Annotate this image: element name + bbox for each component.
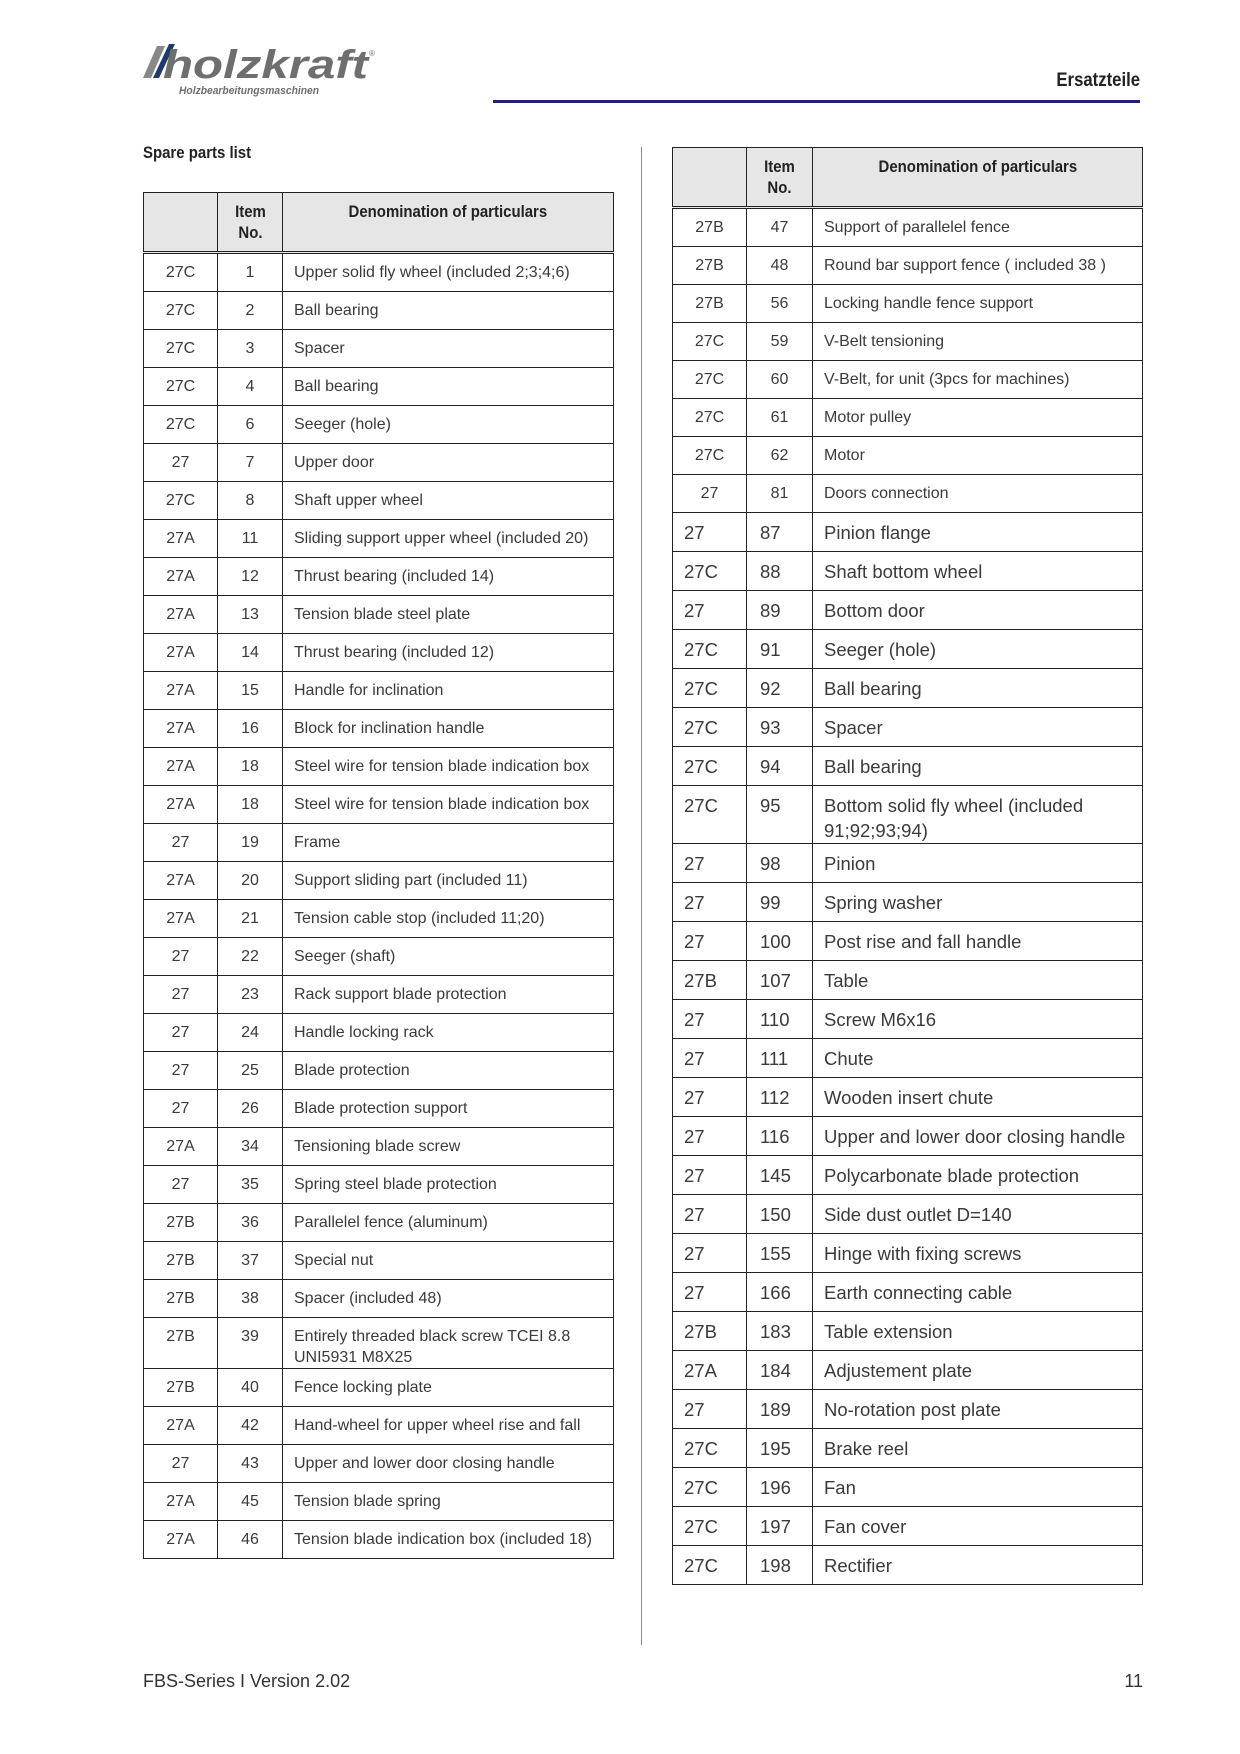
header-item-no: Item No. — [747, 148, 813, 208]
item-no-cell: 184 — [747, 1351, 813, 1390]
table-row — [673, 1468, 1143, 1507]
description-cell: Locking handle fence support — [813, 285, 1143, 323]
item-no-cell: 3 — [218, 330, 283, 368]
table-row — [144, 558, 614, 596]
description-cell: Motor pulley — [813, 399, 1143, 437]
item-no-cell: 20 — [218, 862, 283, 900]
group-cell: 27A — [144, 1521, 218, 1559]
item-no-cell: 21 — [218, 900, 283, 938]
table-row — [673, 922, 1143, 961]
group-cell: 27A — [144, 710, 218, 748]
description-cell: Table extension — [813, 1312, 1143, 1351]
table-row — [144, 1204, 614, 1242]
description-cell: V-Belt tensioning — [813, 323, 1143, 361]
table-header-row — [144, 193, 614, 253]
description-cell: Shaft upper wheel — [283, 482, 614, 520]
description-cell: Support of parallelel fence — [813, 208, 1143, 247]
item-no-cell: 198 — [747, 1546, 813, 1585]
group-cell: 27A — [144, 748, 218, 786]
group-cell: 27 — [673, 513, 747, 552]
item-no-cell: 12 — [218, 558, 283, 596]
item-no-cell: 195 — [747, 1429, 813, 1468]
group-cell: 27 — [673, 1078, 747, 1117]
description-cell: Blade protection support — [283, 1090, 614, 1128]
description-cell: Thrust bearing (included 14) — [283, 558, 614, 596]
group-cell: 27 — [673, 1156, 747, 1195]
group-cell: 27C — [144, 368, 218, 406]
table-row — [144, 1014, 614, 1052]
table-row — [144, 1445, 614, 1483]
item-no-cell: 88 — [747, 552, 813, 591]
description-cell: Rectifier — [813, 1546, 1143, 1585]
description-cell: Spring steel blade protection — [283, 1166, 614, 1204]
item-no-cell: 45 — [218, 1483, 283, 1521]
group-cell: 27A — [673, 1351, 747, 1390]
group-cell: 27 — [673, 922, 747, 961]
item-no-cell: 13 — [218, 596, 283, 634]
item-no-cell: 1 — [218, 253, 283, 292]
item-no-cell: 61 — [747, 399, 813, 437]
item-no-cell: 18 — [218, 786, 283, 824]
description-cell: Frame — [283, 824, 614, 862]
group-cell: 27 — [144, 976, 218, 1014]
item-no-cell: 6 — [218, 406, 283, 444]
svg-text:®: ® — [369, 49, 375, 58]
group-cell: 27 — [673, 844, 747, 883]
table-row — [673, 883, 1143, 922]
description-cell: Sliding support upper wheel (included 20) — [283, 520, 614, 558]
table-row — [144, 1166, 614, 1204]
description-cell: Upper and lower door closing handle — [813, 1117, 1143, 1156]
group-cell: 27A — [144, 1128, 218, 1166]
table-row — [673, 1195, 1143, 1234]
table-row — [144, 1521, 614, 1559]
table-row — [144, 786, 614, 824]
group-cell: 27 — [673, 1117, 747, 1156]
group-cell: 27A — [144, 672, 218, 710]
group-cell: 27 — [673, 1039, 747, 1078]
group-cell: 27 — [673, 591, 747, 630]
spare-parts-table-right — [672, 147, 1143, 1585]
item-no-cell: 92 — [747, 669, 813, 708]
group-cell: 27A — [144, 634, 218, 672]
group-cell: 27 — [144, 1014, 218, 1052]
description-cell: Polycarbonate blade protection — [813, 1156, 1143, 1195]
item-no-cell: 94 — [747, 747, 813, 786]
description-cell: Tensioning blade screw — [283, 1128, 614, 1166]
description-cell: Parallelel fence (aluminum) — [283, 1204, 614, 1242]
description-cell: Block for inclination handle — [283, 710, 614, 748]
description-cell: Screw M6x16 — [813, 1000, 1143, 1039]
item-no-cell: 100 — [747, 922, 813, 961]
group-cell: 27B — [144, 1369, 218, 1407]
group-cell: 27B — [673, 1312, 747, 1351]
table-row — [144, 406, 614, 444]
header-description: Denomination of particulars — [813, 148, 1143, 208]
description-cell: Bottom solid fly wheel (included 91;92;93;94) — [813, 786, 1143, 844]
group-cell: 27C — [673, 1546, 747, 1585]
table-row — [144, 368, 614, 406]
item-no-cell: 183 — [747, 1312, 813, 1351]
table-row — [673, 669, 1143, 708]
item-no-cell: 145 — [747, 1156, 813, 1195]
description-cell: Fan — [813, 1468, 1143, 1507]
group-cell: 27A — [144, 1407, 218, 1445]
group-cell: 27B — [144, 1280, 218, 1318]
item-no-cell: 14 — [218, 634, 283, 672]
table-row — [144, 330, 614, 368]
item-no-cell: 16 — [218, 710, 283, 748]
item-no-cell: 2 — [218, 292, 283, 330]
item-no-cell: 93 — [747, 708, 813, 747]
description-cell: Chute — [813, 1039, 1143, 1078]
item-no-cell: 59 — [747, 323, 813, 361]
group-cell: 27C — [673, 361, 747, 399]
description-cell: Brake reel — [813, 1429, 1143, 1468]
group-cell: 27 — [144, 1166, 218, 1204]
description-cell: Side dust outlet D=140 — [813, 1195, 1143, 1234]
table-row — [673, 630, 1143, 669]
item-no-cell: 91 — [747, 630, 813, 669]
table-row — [144, 900, 614, 938]
group-cell: 27B — [673, 285, 747, 323]
item-no-cell: 116 — [747, 1117, 813, 1156]
table-row — [144, 596, 614, 634]
item-no-cell: 47 — [747, 208, 813, 247]
table-row — [144, 862, 614, 900]
holzkraft-logo — [143, 44, 423, 106]
item-no-cell: 48 — [747, 247, 813, 285]
table-row — [673, 1351, 1143, 1390]
group-cell: 27 — [673, 1273, 747, 1312]
item-no-cell: 22 — [218, 938, 283, 976]
description-cell: Spring washer — [813, 883, 1143, 922]
description-cell: Fence locking plate — [283, 1369, 614, 1407]
item-no-cell: 196 — [747, 1468, 813, 1507]
item-no-cell: 24 — [218, 1014, 283, 1052]
description-cell: Tension blade spring — [283, 1483, 614, 1521]
item-no-cell: 155 — [747, 1234, 813, 1273]
item-no-cell: 89 — [747, 591, 813, 630]
group-cell: 27C — [673, 630, 747, 669]
item-no-cell: 166 — [747, 1273, 813, 1312]
item-no-cell: 11 — [218, 520, 283, 558]
group-cell: 27A — [144, 520, 218, 558]
group-cell: 27A — [144, 786, 218, 824]
table-row — [144, 1318, 614, 1369]
table-row — [144, 520, 614, 558]
item-no-cell: 43 — [218, 1445, 283, 1483]
table-row — [144, 1128, 614, 1166]
item-no-cell: 98 — [747, 844, 813, 883]
group-cell: 27 — [673, 1000, 747, 1039]
table-row — [144, 482, 614, 520]
group-cell: 27C — [144, 330, 218, 368]
group-cell: 27C — [673, 437, 747, 475]
description-cell: Spacer — [283, 330, 614, 368]
description-cell: Motor — [813, 437, 1143, 475]
item-no-cell: 40 — [218, 1369, 283, 1407]
table-header-row — [673, 148, 1143, 208]
group-cell: 27C — [144, 292, 218, 330]
description-cell: Pinion flange — [813, 513, 1143, 552]
table-row — [144, 672, 614, 710]
group-cell: 27A — [144, 1483, 218, 1521]
description-cell: Steel wire for tension blade indication box — [283, 786, 614, 824]
group-cell: 27B — [144, 1242, 218, 1280]
item-no-cell: 81 — [747, 475, 813, 513]
description-cell: Handle for inclination — [283, 672, 614, 710]
item-no-cell: 197 — [747, 1507, 813, 1546]
table-row — [144, 444, 614, 482]
item-no-cell: 37 — [218, 1242, 283, 1280]
group-cell: 27B — [144, 1318, 218, 1369]
description-cell: V-Belt, for unit (3pcs for machines) — [813, 361, 1143, 399]
group-cell: 27B — [144, 1204, 218, 1242]
description-cell: Seeger (hole) — [283, 406, 614, 444]
group-cell: 27A — [144, 862, 218, 900]
table-row — [673, 1390, 1143, 1429]
description-cell: Steel wire for tension blade indication box — [283, 748, 614, 786]
table-row — [673, 1117, 1143, 1156]
description-cell: Fan cover — [813, 1507, 1143, 1546]
description-cell: Post rise and fall handle — [813, 922, 1143, 961]
group-cell: 27C — [144, 253, 218, 292]
table-row — [673, 513, 1143, 552]
header-description: Denomination of particulars — [283, 193, 614, 253]
item-no-cell: 15 — [218, 672, 283, 710]
item-no-cell: 39 — [218, 1318, 283, 1369]
group-cell: 27 — [144, 1445, 218, 1483]
table-row — [673, 1312, 1143, 1351]
item-no-cell: 7 — [218, 444, 283, 482]
table-row — [673, 437, 1143, 475]
description-cell: Tension blade indication box (included 18) — [283, 1521, 614, 1559]
table-row — [673, 786, 1143, 844]
description-cell: Tension blade steel plate — [283, 596, 614, 634]
page-number: 11 — [1124, 1671, 1143, 1691]
description-cell: Thrust bearing (included 12) — [283, 634, 614, 672]
table-row — [144, 634, 614, 672]
table-row — [673, 1156, 1143, 1195]
description-cell: Adjustement plate — [813, 1351, 1143, 1390]
description-cell: Seeger (hole) — [813, 630, 1143, 669]
description-cell: Ball bearing — [283, 368, 614, 406]
header-group — [673, 148, 747, 208]
table-row — [144, 1483, 614, 1521]
description-cell: Wooden insert chute — [813, 1078, 1143, 1117]
table-row — [673, 208, 1143, 247]
table-row — [673, 399, 1143, 437]
description-cell: Earth connecting cable — [813, 1273, 1143, 1312]
description-cell: Upper and lower door closing handle — [283, 1445, 614, 1483]
description-cell: Spacer (included 48) — [283, 1280, 614, 1318]
description-cell: Entirely threaded black screw TCEI 8.8 UNI5931 M8X25 — [283, 1318, 614, 1369]
table-row — [144, 1280, 614, 1318]
table-row — [673, 552, 1143, 591]
table-row — [144, 976, 614, 1014]
group-cell: 27C — [673, 708, 747, 747]
description-cell: Seeger (shaft) — [283, 938, 614, 976]
table-row — [673, 1429, 1143, 1468]
table-row — [673, 1507, 1143, 1546]
group-cell: 27 — [673, 1234, 747, 1273]
table-row — [673, 475, 1143, 513]
table-row — [673, 1546, 1143, 1585]
group-cell: 27C — [144, 406, 218, 444]
item-no-cell: 110 — [747, 1000, 813, 1039]
group-cell: 27 — [673, 475, 747, 513]
group-cell: 27C — [144, 482, 218, 520]
group-cell: 27 — [144, 824, 218, 862]
table-row — [673, 844, 1143, 883]
header-item-no: Item No. — [218, 193, 283, 253]
description-cell: Tension cable stop (included 11;20) — [283, 900, 614, 938]
description-cell: Round bar support fence ( included 38 ) — [813, 247, 1143, 285]
description-cell: Ball bearing — [283, 292, 614, 330]
table-row — [144, 1407, 614, 1445]
group-cell: 27B — [673, 961, 747, 1000]
group-cell: 27C — [673, 1468, 747, 1507]
table-row — [673, 1234, 1143, 1273]
item-no-cell: 19 — [218, 824, 283, 862]
section-title: Spare parts list — [143, 143, 252, 162]
item-no-cell: 60 — [747, 361, 813, 399]
item-no-cell: 4 — [218, 368, 283, 406]
table-row — [673, 1000, 1143, 1039]
table-row — [673, 1273, 1143, 1312]
item-no-cell: 107 — [747, 961, 813, 1000]
item-no-cell: 42 — [218, 1407, 283, 1445]
group-cell: 27C — [673, 399, 747, 437]
header-rule — [493, 100, 1140, 103]
item-no-cell: 99 — [747, 883, 813, 922]
description-cell: Spacer — [813, 708, 1143, 747]
table-row — [673, 247, 1143, 285]
group-cell: 27C — [673, 1429, 747, 1468]
description-cell: Upper solid fly wheel (included 2;3;4;6) — [283, 253, 614, 292]
description-cell: Table — [813, 961, 1143, 1000]
table-row — [673, 285, 1143, 323]
item-no-cell: 112 — [747, 1078, 813, 1117]
group-cell: 27C — [673, 1507, 747, 1546]
table-row — [144, 710, 614, 748]
group-cell: 27C — [673, 786, 747, 844]
item-no-cell: 18 — [218, 748, 283, 786]
description-cell: No-rotation post plate — [813, 1390, 1143, 1429]
item-no-cell: 111 — [747, 1039, 813, 1078]
description-cell: Support sliding part (included 11) — [283, 862, 614, 900]
item-no-cell: 46 — [218, 1521, 283, 1559]
item-no-cell: 95 — [747, 786, 813, 844]
table-row — [673, 1078, 1143, 1117]
description-cell: Bottom door — [813, 591, 1143, 630]
description-cell: Ball bearing — [813, 747, 1143, 786]
group-cell: 27 — [673, 883, 747, 922]
table-row — [144, 1052, 614, 1090]
group-cell: 27 — [144, 444, 218, 482]
header-title: Ersatzteile — [1056, 70, 1140, 91]
table-row — [673, 747, 1143, 786]
group-cell: 27B — [673, 247, 747, 285]
table-row — [673, 361, 1143, 399]
item-no-cell: 87 — [747, 513, 813, 552]
item-no-cell: 38 — [218, 1280, 283, 1318]
group-cell: 27C — [673, 323, 747, 361]
svg-text:holzkraft: holzkraft — [163, 44, 371, 87]
header-group — [144, 193, 218, 253]
group-cell: 27A — [144, 596, 218, 634]
description-cell: Pinion — [813, 844, 1143, 883]
table-row — [144, 824, 614, 862]
item-no-cell: 62 — [747, 437, 813, 475]
item-no-cell: 34 — [218, 1128, 283, 1166]
group-cell: 27 — [144, 1052, 218, 1090]
table-row — [144, 1369, 614, 1407]
description-cell: Hinge with fixing screws — [813, 1234, 1143, 1273]
description-cell: Blade protection — [283, 1052, 614, 1090]
table-row — [673, 591, 1143, 630]
group-cell: 27 — [673, 1390, 747, 1429]
table-row — [144, 253, 614, 292]
group-cell: 27C — [673, 747, 747, 786]
group-cell: 27C — [673, 669, 747, 708]
item-no-cell: 36 — [218, 1204, 283, 1242]
group-cell: 27 — [144, 938, 218, 976]
group-cell: 27B — [673, 208, 747, 247]
table-row — [144, 1242, 614, 1280]
group-cell: 27C — [673, 552, 747, 591]
item-no-cell: 25 — [218, 1052, 283, 1090]
description-cell: Ball bearing — [813, 669, 1143, 708]
description-cell: Doors connection — [813, 475, 1143, 513]
footer-version: FBS-Series I Version 2.02 — [143, 1671, 351, 1691]
column-divider — [641, 147, 642, 1645]
table-row — [144, 748, 614, 786]
item-no-cell: 23 — [218, 976, 283, 1014]
table-row — [144, 1090, 614, 1128]
description-cell: Hand-wheel for upper wheel rise and fall — [283, 1407, 614, 1445]
table-row — [673, 708, 1143, 747]
svg-text:Holzbearbeitungsmaschinen: Holzbearbeitungsmaschinen — [179, 85, 320, 97]
group-cell: 27A — [144, 558, 218, 596]
group-cell: 27A — [144, 900, 218, 938]
item-no-cell: 26 — [218, 1090, 283, 1128]
description-cell: Special nut — [283, 1242, 614, 1280]
table-row — [144, 292, 614, 330]
table-row — [673, 1039, 1143, 1078]
item-no-cell: 189 — [747, 1390, 813, 1429]
table-row — [144, 938, 614, 976]
description-cell: Rack support blade protection — [283, 976, 614, 1014]
description-cell: Handle locking rack — [283, 1014, 614, 1052]
item-no-cell: 150 — [747, 1195, 813, 1234]
spare-parts-table-left — [143, 192, 614, 1559]
description-cell: Shaft bottom wheel — [813, 552, 1143, 591]
item-no-cell: 56 — [747, 285, 813, 323]
item-no-cell: 35 — [218, 1166, 283, 1204]
group-cell: 27 — [673, 1195, 747, 1234]
item-no-cell: 8 — [218, 482, 283, 520]
table-row — [673, 323, 1143, 361]
table-row — [673, 961, 1143, 1000]
description-cell: Upper door — [283, 444, 614, 482]
group-cell: 27 — [144, 1090, 218, 1128]
